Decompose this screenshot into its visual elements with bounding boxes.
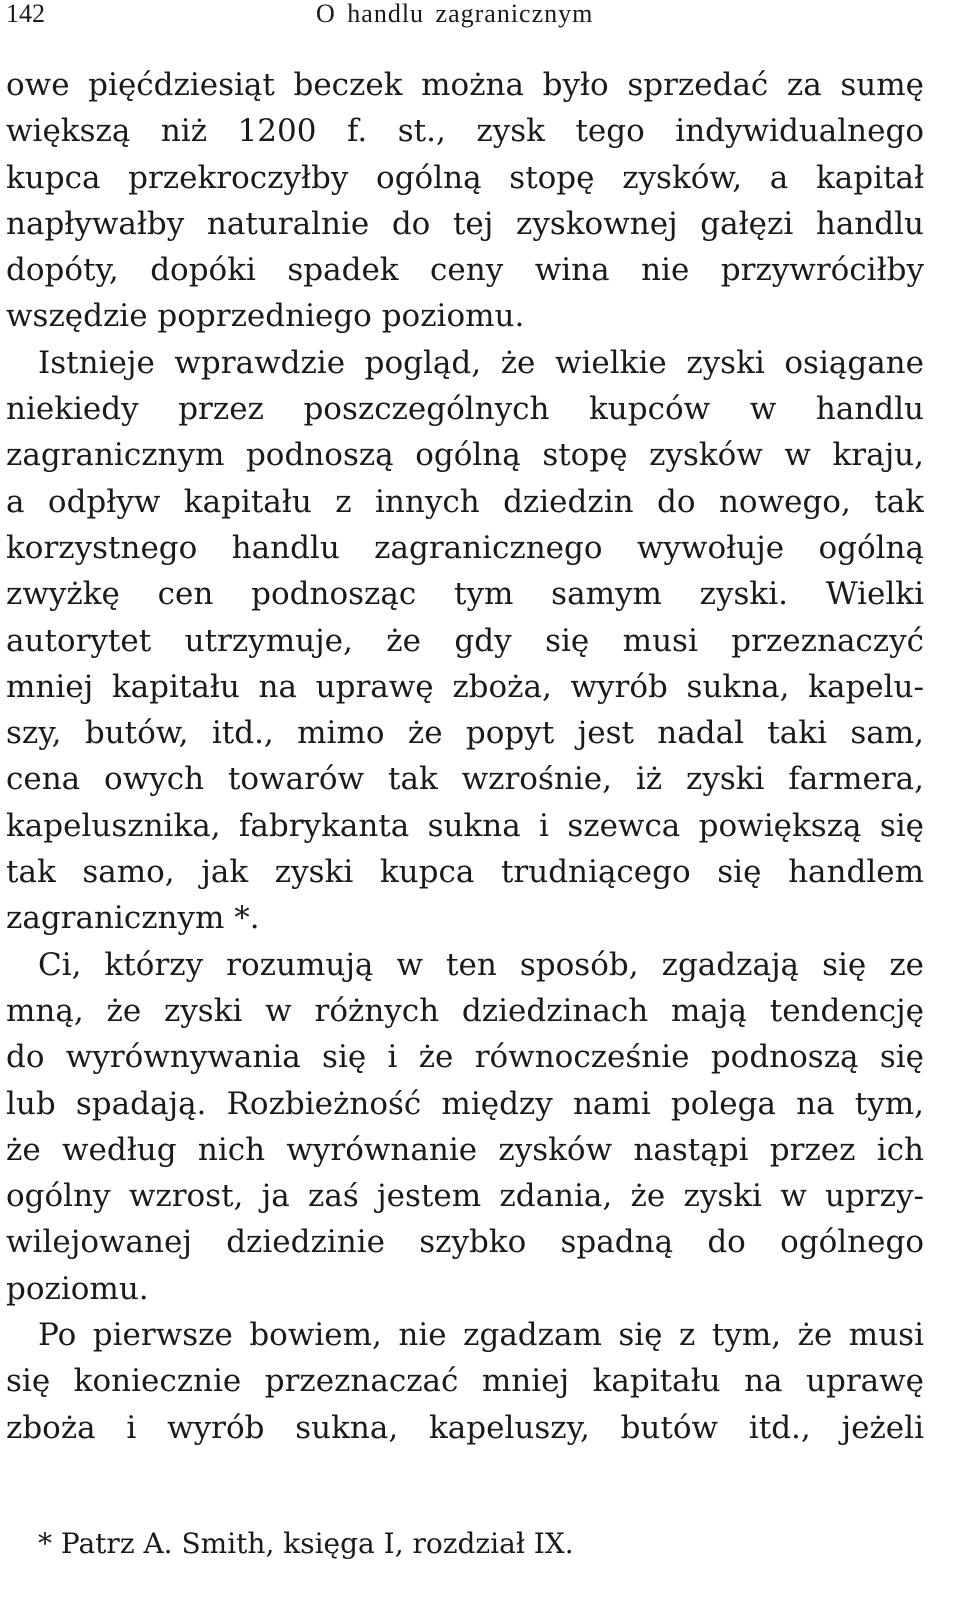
text-line: niekiedy przez poszczególnych kupców w handlu — [6, 391, 924, 428]
text-line: się koniecznie przeznaczać mniej kapitału na uprawę — [6, 1363, 924, 1400]
text-line: cena owych towarów tak wzrośnie, iż zyski farmera, — [6, 761, 924, 798]
text-line: mną, że zyski w różnych dziedzinach mają tendencję — [6, 992, 924, 1029]
text-line: owe pięćdziesiąt beczek można było sprzedać za sumę — [6, 67, 924, 103]
running-head — [6, 0, 936, 28]
page-number: 142 — [6, 0, 45, 28]
text-line: kupca przekroczyłby ogólną stopę zysków, a kapitał — [6, 159, 924, 196]
text-line: poziomu. — [6, 1270, 149, 1307]
paragraph-start-line: Istnieje wprawdzie pogląd, że wielkie zyski osiągane — [38, 344, 924, 381]
text-line: napływałby naturalnie do tej zyskownej gałęzi handlu — [6, 205, 924, 242]
footnote: * Patrz A. Smith, księga I, rozdział IX. — [38, 1527, 574, 1560]
paragraph-start-line: Ci, którzy rozumują w ten sposób, zgadzają się ze — [38, 946, 924, 983]
text-line: ogólny wzrost, ja zaś jestem zdania, że zyski w uprzy- — [6, 1178, 924, 1215]
text-line: zagranicznym podnoszą ogólną stopę zysków w kraju, — [6, 437, 924, 474]
text-line: zwyżkę cen podnosząc tym samym zyski. Wielki — [6, 576, 924, 613]
text-line: a odpływ kapitału z innych dziedzin do nowego, tak — [6, 483, 924, 520]
paragraph-start-line: Po pierwsze bowiem, nie zgadzam się z tym, że musi — [38, 1317, 924, 1354]
text-line: że według nich wyrównanie zysków nastąpi przez ich — [6, 1131, 924, 1168]
text-line: lub spadają. Rozbieżność między nami polega na tym, — [6, 1085, 924, 1122]
text-line: kapelusznika, fabrykanta sukna i szewca powiększą się — [6, 807, 924, 844]
text-line: większą niż 1200 f. st., zysk tego indywidualnego — [6, 113, 924, 150]
body-text — [6, 62, 924, 1451]
text-line: do wyrównywania się i że równocześnie podnoszą się — [6, 1039, 924, 1076]
running-title: O handlu zagranicznym — [316, 0, 594, 28]
text-line: szy, butów, itd., mimo że popyt jest nadal taki sam, — [6, 715, 924, 752]
text-line: tak samo, jak zyski kupca trudniącego się handlem — [6, 854, 924, 891]
text-line: autorytet utrzymuje, że gdy się musi przeznaczyć — [6, 622, 924, 659]
text-line: wilejowanej dziedzinie szybko spadną do ogólnego — [6, 1224, 924, 1261]
text-line: korzystnego handlu zagranicznego wywołuje ogólną — [6, 529, 924, 566]
text-line: mniej kapitału na uprawę zboża, wyrób sukna, kapelu- — [6, 668, 924, 705]
text-line: dopóty, dopóki spadek ceny wina nie przywróciłby — [6, 252, 924, 289]
text-line: zboża i wyrób sukna, kapeluszy, butów itd., jeżeli — [6, 1409, 924, 1446]
text-line: zagranicznym *. — [6, 900, 260, 937]
text-line: wszędzie poprzedniego poziomu. — [6, 298, 525, 335]
